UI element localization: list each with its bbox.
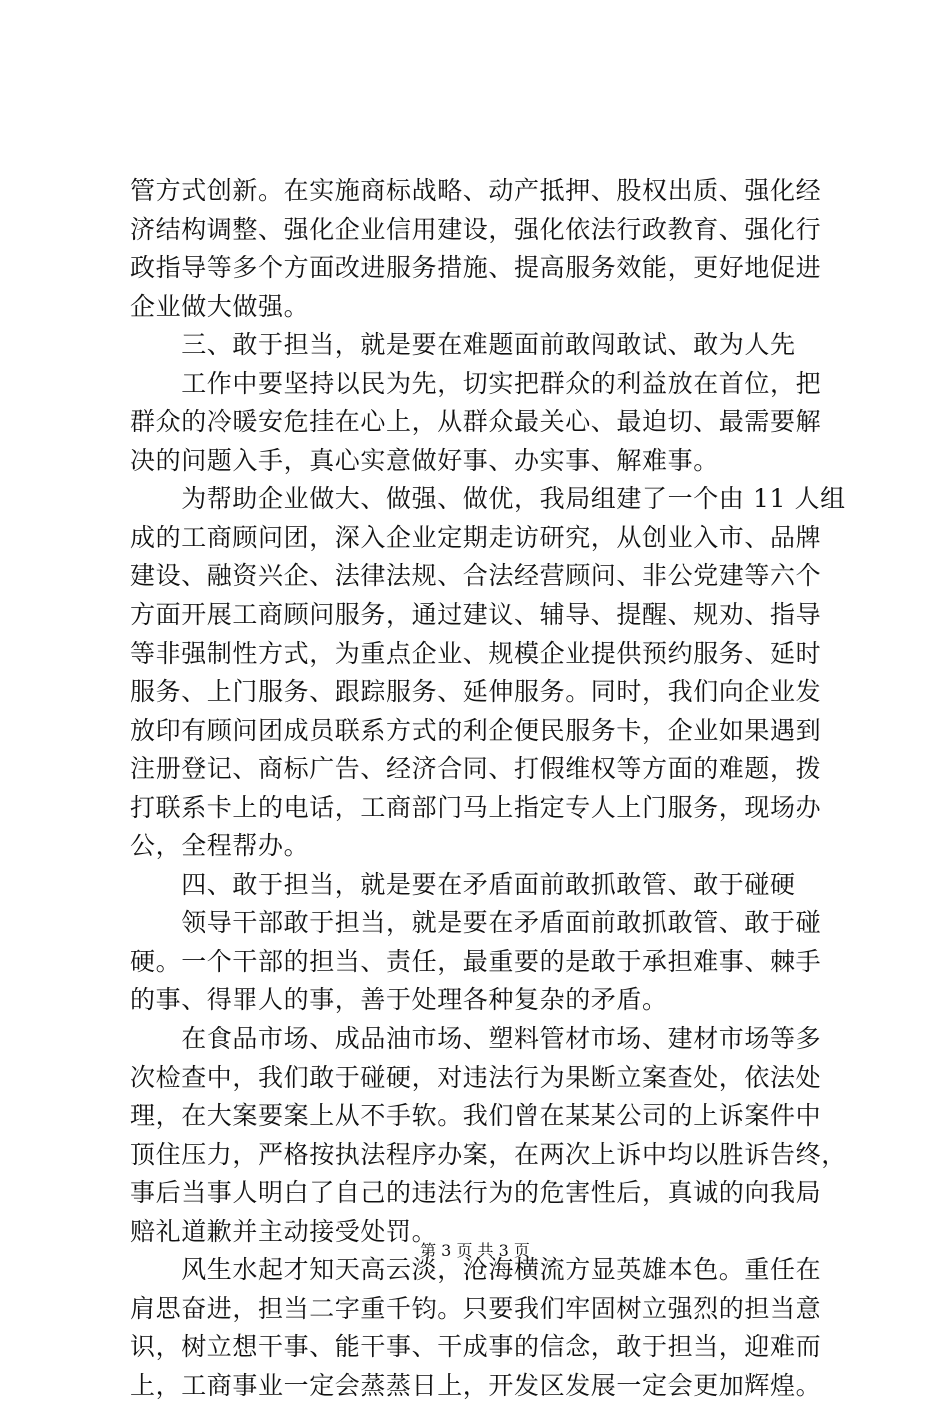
text-line: 领导干部敢于担当，就是要在矛盾面前敢抓敢管、敢于碰 <box>130 908 822 938</box>
text-line: 赔礼道歉并主动接受处罚。 <box>130 1216 438 1246</box>
text-line: 放印有顾问团成员联系方式的利企便民服务卡，企业如果遇到 <box>130 715 822 745</box>
text-line: 打联系卡上的电话，工商部门马上指定专人上门服务，现场办 <box>130 792 822 822</box>
text-line: 成的工商顾问团，深入企业定期走访研究，从创业入市、品牌 <box>130 522 822 552</box>
text-line: 事后当事人明白了自己的违法行为的危害性后，真诚的向我局 <box>130 1178 822 1208</box>
text-line: 管方式创新。在实施商标战略、动产抵押、股权出质、强化经 <box>130 176 822 205</box>
text-line: 建设、融资兴企、法律法规、合法经营顾问、非公党建等六个 <box>130 561 822 591</box>
text-line: 济结构调整、强化企业信用建设，强化依法行政教育、强化行 <box>130 214 822 244</box>
text-line: 企业做大做强。 <box>130 291 310 321</box>
page-number-footer: 第 3 页 共 3 页 <box>420 1241 530 1260</box>
text-line: 政指导等多个方面改进服务措施、提高服务效能，更好地促进 <box>130 253 822 283</box>
text-line: 等非强制性方式，为重点企业、规模企业提供预约服务、延时 <box>130 638 822 668</box>
text-line: 公，全程帮办。 <box>130 831 310 861</box>
text-line: 为帮助企业做大、做强、做优，我局组建了一个由 11 人组 <box>130 484 846 514</box>
text-line: 的事、得罪人的事，善于处理各种复杂的矛盾。 <box>130 985 668 1015</box>
text-line: 次检查中，我们敢于碰硬，对违法行为果断立案查处，依法处 <box>130 1062 822 1092</box>
text-line: 方面开展工商顾问服务，通过建议、辅导、提醒、规劝、指导 <box>130 600 822 630</box>
text-line: 注册登记、商标广告、经济合同、打假维权等方面的难题，拨 <box>130 754 822 784</box>
section-heading: 四、敢于担当，就是要在矛盾面前敢抓敢管、敢于碰硬 <box>130 869 796 899</box>
text-line: 决的问题入手，真心实意做好事、办实事、解难事。 <box>130 445 719 475</box>
section-heading: 三、敢于担当，就是要在难题面前敢闯敢试、敢为人先 <box>130 330 796 360</box>
text-line: 理，在大案要案上从不手软。我们曾在某某公司的上诉案件中 <box>130 1101 822 1131</box>
text-line: 硬。一个干部的担当、责任，最重要的是敢于承担难事、棘手 <box>130 946 822 976</box>
text-line: 工作中要坚持以民为先，切实把群众的利益放在首位，把 <box>130 368 822 398</box>
text-line: 风生水起才知天高云淡，沧海横流方显英雄本色。重任在 <box>130 1255 822 1285</box>
text-line: 上，工商事业一定会蒸蒸日上，开发区发展一定会更加辉煌。 <box>130 1370 822 1400</box>
document-body <box>130 172 847 1406</box>
text-line: 群众的冷暖安危挂在心上，从群众最关心、最迫切、最需要解 <box>130 407 822 437</box>
text-line: 顶住压力，严格按执法程序办案，在两次上诉中均以胜诉告终， <box>130 1139 847 1169</box>
text-line: 识，树立想干事、能干事、干成事的信念，敢于担当，迎难而 <box>130 1332 822 1362</box>
text-line: 肩思奋进，担当二字重千钧。只要我们牢固树立强烈的担当意 <box>130 1293 822 1323</box>
text-line: 在食品市场、成品油市场、塑料管材市场、建材市场等多 <box>130 1024 822 1054</box>
text-line: 服务、上门服务、跟踪服务、延伸服务。同时，我们向企业发 <box>130 677 822 707</box>
